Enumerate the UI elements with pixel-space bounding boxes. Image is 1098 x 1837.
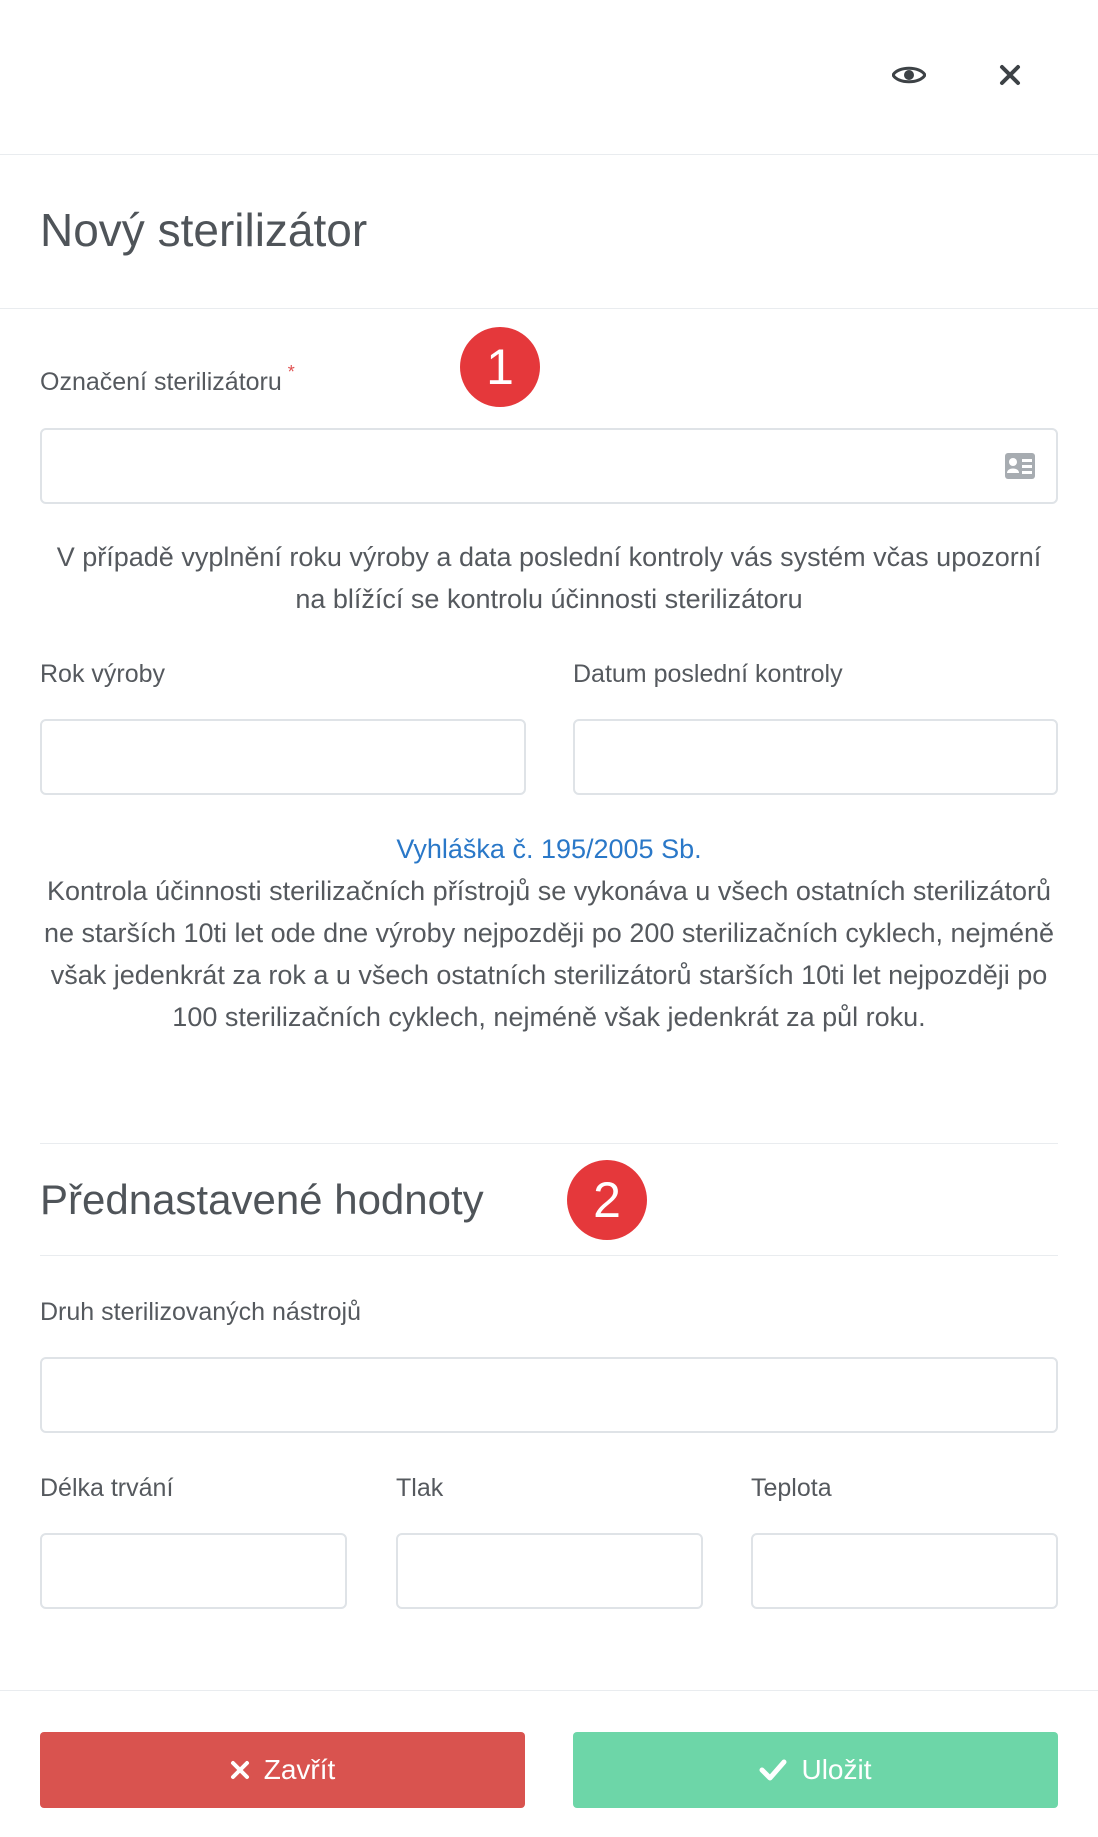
temperature-label: Teplota [751, 1474, 832, 1502]
id-card-icon[interactable] [1004, 452, 1036, 480]
eye-icon[interactable] [886, 52, 932, 98]
temperature-input[interactable] [751, 1533, 1058, 1609]
save-button[interactable] [573, 1732, 1058, 1808]
presets-title: Přednastavené hodnoty [40, 1176, 484, 1223]
year-input[interactable] [40, 719, 526, 795]
instruments-label: Druh sterilizovaných nástrojů [40, 1298, 361, 1326]
last-check-input[interactable] [573, 719, 1058, 795]
required-mark: * [287, 362, 295, 382]
pressure-input[interactable] [396, 1533, 703, 1609]
regulation-text: Kontrola účinnosti sterilizačních přístrojů se vykonáva u všech ostatních sterilizátorů ne starších 10ti let ode dne výroby nejpozději po 200 sterilizačních cyklech, nejméně však jedenkrát za rok a u všech ostatních sterilizátorů starších 10ti let nejpozději po 100 sterilizačních cyklech, nejméně však jedenkrát za půl roku. [43, 876, 1055, 1032]
pressure-label: Tlak [396, 1474, 444, 1502]
close-icon [230, 1760, 250, 1780]
page-title: Nový sterilizátor [40, 204, 368, 256]
regulation-block [40, 828, 1058, 1038]
step-badge-1: 1 [460, 327, 540, 407]
check-icon [759, 1759, 787, 1781]
year-label: Rok výroby [40, 660, 166, 688]
section-divider-top [40, 1143, 1058, 1144]
designation-label-text: Označení sterilizátoru [40, 368, 282, 396]
section-divider-bottom [40, 1255, 1058, 1256]
instruments-input[interactable] [40, 1357, 1058, 1433]
save-button-label: Uložit [801, 1754, 872, 1785]
close-button[interactable] [40, 1732, 525, 1808]
close-icon[interactable] [987, 52, 1033, 98]
modal-toolbar [0, 0, 1098, 155]
regulation-link[interactable]: Vyhláška č. 195/2005 Sb. [396, 834, 702, 864]
reminder-note: V případě vyplnění roku výroby a data poslední kontroly vás systém včas upozorní na blížící se kontrolu účinnosti sterilizátoru [56, 542, 1042, 614]
duration-label: Délka trvání [40, 1474, 174, 1502]
close-button-label: Zavřít [263, 1754, 336, 1785]
step-badge-2: 2 [567, 1160, 647, 1240]
footer-divider [0, 1690, 1098, 1691]
designation-input[interactable] [40, 428, 1058, 504]
designation-label [40, 362, 295, 400]
duration-input[interactable] [40, 1533, 347, 1609]
last-check-label: Datum poslední kontroly [573, 660, 843, 688]
